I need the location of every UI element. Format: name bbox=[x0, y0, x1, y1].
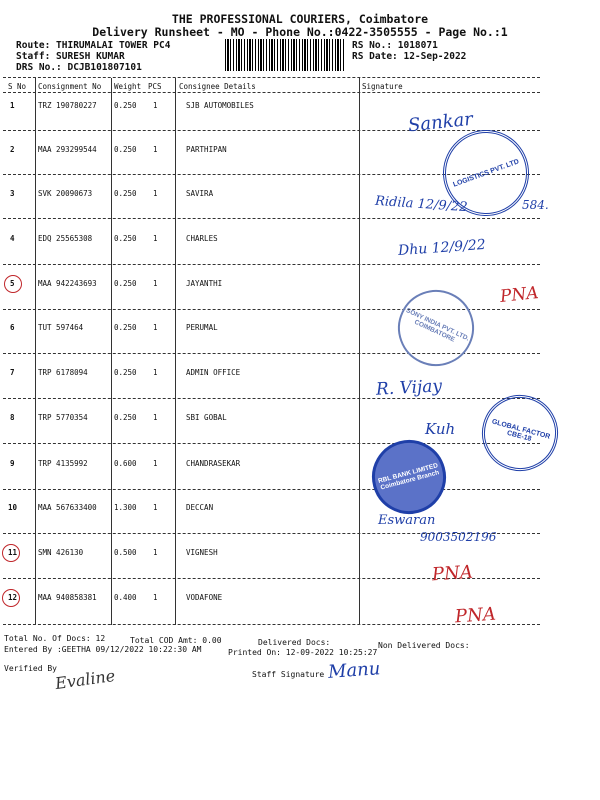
row-pcs: 1 bbox=[153, 503, 158, 512]
handwritten-signature: Dhu 12/9/22 bbox=[397, 236, 487, 260]
handwritten-pna: PNA bbox=[431, 561, 474, 586]
entered-by: Entered By :GEETHA 09/12/2022 10:22:30 AM bbox=[4, 645, 202, 654]
column-header-pcs: PCS bbox=[148, 82, 162, 91]
runsheet-subtitle: Delivery Runsheet - MO - Phone No.:0422-3505555 - Page No.:1 bbox=[92, 25, 508, 39]
table-top-rule bbox=[3, 77, 540, 78]
row-pcs: 1 bbox=[153, 459, 158, 468]
column-divider bbox=[359, 78, 360, 625]
row-weight: 0.250 bbox=[114, 413, 137, 422]
row-consignee: JAYANTHI bbox=[186, 279, 223, 288]
row-sno: 11 bbox=[8, 548, 18, 557]
handwritten-signature: 584. bbox=[522, 198, 549, 212]
handwritten-signature: Kuh bbox=[425, 420, 456, 438]
company-title: THE PROFESSIONAL COURIERS, Coimbatore bbox=[171, 12, 429, 26]
drs-label: DRS No.: DCJB101807101 bbox=[16, 62, 142, 73]
column-header-weight: Weight bbox=[114, 82, 142, 91]
company-stamp bbox=[473, 386, 566, 479]
row-weight: 0.250 bbox=[114, 145, 137, 154]
barcode bbox=[225, 39, 345, 71]
row-sno: 7 bbox=[10, 368, 15, 377]
row-sno: 5 bbox=[10, 279, 15, 288]
row-weight: 0.250 bbox=[114, 368, 137, 377]
rs-number: RS No.: 1018071 bbox=[352, 40, 438, 51]
stamp-text: SONY INDIA PVT. LTD. COIMBATORE bbox=[404, 307, 471, 344]
row-pcs: 1 bbox=[153, 413, 158, 422]
printed-on: Printed On: 12-09-2022 10:25:27 bbox=[228, 648, 378, 657]
row-consignee: VIGNESH bbox=[186, 548, 218, 557]
row-sno: 8 bbox=[10, 413, 15, 422]
row-weight: 1.300 bbox=[114, 503, 137, 512]
row-pcs: 1 bbox=[153, 593, 158, 602]
row-pcs: 1 bbox=[153, 145, 158, 154]
handwritten-signature: Ridila 12/9/22 bbox=[374, 193, 469, 216]
row-weight: 0.250 bbox=[114, 101, 137, 110]
handwritten-signature: R. Vijay bbox=[375, 376, 443, 400]
row-rule bbox=[3, 489, 540, 490]
row-sno: 9 bbox=[10, 459, 15, 468]
row-weight: 0.600 bbox=[114, 459, 137, 468]
row-rule bbox=[3, 218, 540, 219]
non-delivered-docs: Non Delivered Docs: bbox=[378, 641, 470, 650]
row-consignee: SBI GOBAL bbox=[186, 413, 227, 422]
row-consignee: SJB AUTOMOBILES bbox=[186, 101, 254, 110]
red-circle-mark bbox=[2, 544, 20, 562]
row-sno: 12 bbox=[8, 593, 18, 602]
row-weight: 0.400 bbox=[114, 593, 137, 602]
row-consignee: CHANDRASEKAR bbox=[186, 459, 241, 468]
handwritten-signature: Eswaran bbox=[378, 513, 436, 528]
row-sno: 3 bbox=[10, 189, 15, 198]
row-sno: 10 bbox=[8, 503, 18, 512]
row-consignment: MAA 293299544 bbox=[38, 145, 97, 154]
row-consignment: TRP 5770354 bbox=[38, 413, 88, 422]
row-sno: 6 bbox=[10, 323, 15, 332]
red-circle-mark bbox=[2, 589, 20, 607]
row-rule bbox=[3, 443, 540, 444]
row-pcs: 1 bbox=[153, 189, 158, 198]
stamp-text: RBL BANK LIMITED Coimbatore Branch bbox=[377, 462, 440, 492]
row-consignee: ADMIN OFFICE bbox=[186, 368, 241, 377]
row-weight: 0.250 bbox=[114, 323, 137, 332]
row-consignee: PERUMAL bbox=[186, 323, 218, 332]
row-weight: 0.250 bbox=[114, 189, 137, 198]
row-sno: 4 bbox=[10, 234, 15, 243]
row-sno: 1 bbox=[10, 101, 15, 110]
company-stamp bbox=[386, 278, 487, 379]
handwritten-pna: PNA bbox=[454, 603, 497, 628]
row-consignment: TRP 6178094 bbox=[38, 368, 88, 377]
row-consignment: TUT 597464 bbox=[38, 323, 84, 332]
row-consignment: SVK 20090673 bbox=[38, 189, 93, 198]
stamp-text: LOGISTICS PVT. LTD bbox=[452, 157, 520, 189]
row-pcs: 1 bbox=[153, 101, 158, 110]
row-rule bbox=[3, 398, 540, 399]
column-divider bbox=[111, 78, 112, 625]
table-header-rule bbox=[3, 92, 540, 93]
row-consignment: MAA 567633400 bbox=[38, 503, 97, 512]
column-header-sno: S No bbox=[8, 82, 27, 91]
row-consignee: SAVIRA bbox=[186, 189, 214, 198]
company-stamp bbox=[364, 432, 455, 523]
handwritten-phone: 9003502196 bbox=[420, 530, 497, 544]
total-cod: Total COD Amt: 0.00 bbox=[130, 636, 222, 645]
row-pcs: 1 bbox=[153, 323, 158, 332]
row-consignment: MAA 942243693 bbox=[38, 279, 97, 288]
row-pcs: 1 bbox=[153, 279, 158, 288]
row-pcs: 1 bbox=[153, 548, 158, 557]
row-consignee: DECCAN bbox=[186, 503, 214, 512]
row-consignee: PARTHIPAN bbox=[186, 145, 227, 154]
row-pcs: 1 bbox=[153, 234, 158, 243]
column-divider bbox=[35, 78, 36, 625]
staff-label: Staff: SURESH KUMAR bbox=[16, 51, 125, 62]
route-label: Route: THIRUMALAI TOWER PC4 bbox=[16, 40, 171, 51]
red-circle-mark bbox=[4, 275, 22, 293]
verified-by: Verified By bbox=[4, 664, 57, 673]
rs-date: RS Date: 12-Sep-2022 bbox=[352, 51, 467, 62]
column-header-consignee: Consignee Details bbox=[179, 82, 256, 91]
handwritten-pna: PNA bbox=[499, 283, 540, 307]
column-header-consignment: Consignment No bbox=[38, 82, 102, 91]
delivered-docs: Delivered Docs: bbox=[258, 638, 331, 647]
handwritten-signature: Sankar bbox=[407, 108, 474, 137]
row-consignee: VODAFONE bbox=[186, 593, 223, 602]
row-consignment: TRZ 190780227 bbox=[38, 101, 97, 110]
staff-signature: Manu bbox=[327, 658, 382, 683]
row-weight: 0.250 bbox=[114, 279, 137, 288]
row-weight: 0.500 bbox=[114, 548, 137, 557]
row-weight: 0.250 bbox=[114, 234, 137, 243]
row-consignment: TRP 4135992 bbox=[38, 459, 88, 468]
column-divider bbox=[175, 78, 176, 625]
row-consignment: EDQ 25565308 bbox=[38, 234, 93, 243]
verifier-signature: Evaline bbox=[53, 665, 117, 694]
stamp-text: GLOBAL FACTOR CBE-18 bbox=[491, 418, 551, 443]
staff-signature-label: Staff Signature bbox=[252, 670, 325, 679]
row-pcs: 1 bbox=[153, 368, 158, 377]
row-consignee: CHARLES bbox=[186, 234, 218, 243]
row-consignment: SMN 426130 bbox=[38, 548, 84, 557]
row-sno: 2 bbox=[10, 145, 15, 154]
column-header-signature: Signature bbox=[362, 82, 403, 91]
total-docs: Total No. Of Docs: 12 bbox=[4, 634, 106, 643]
row-consignment: MAA 940858381 bbox=[38, 593, 97, 602]
row-rule bbox=[3, 264, 540, 265]
